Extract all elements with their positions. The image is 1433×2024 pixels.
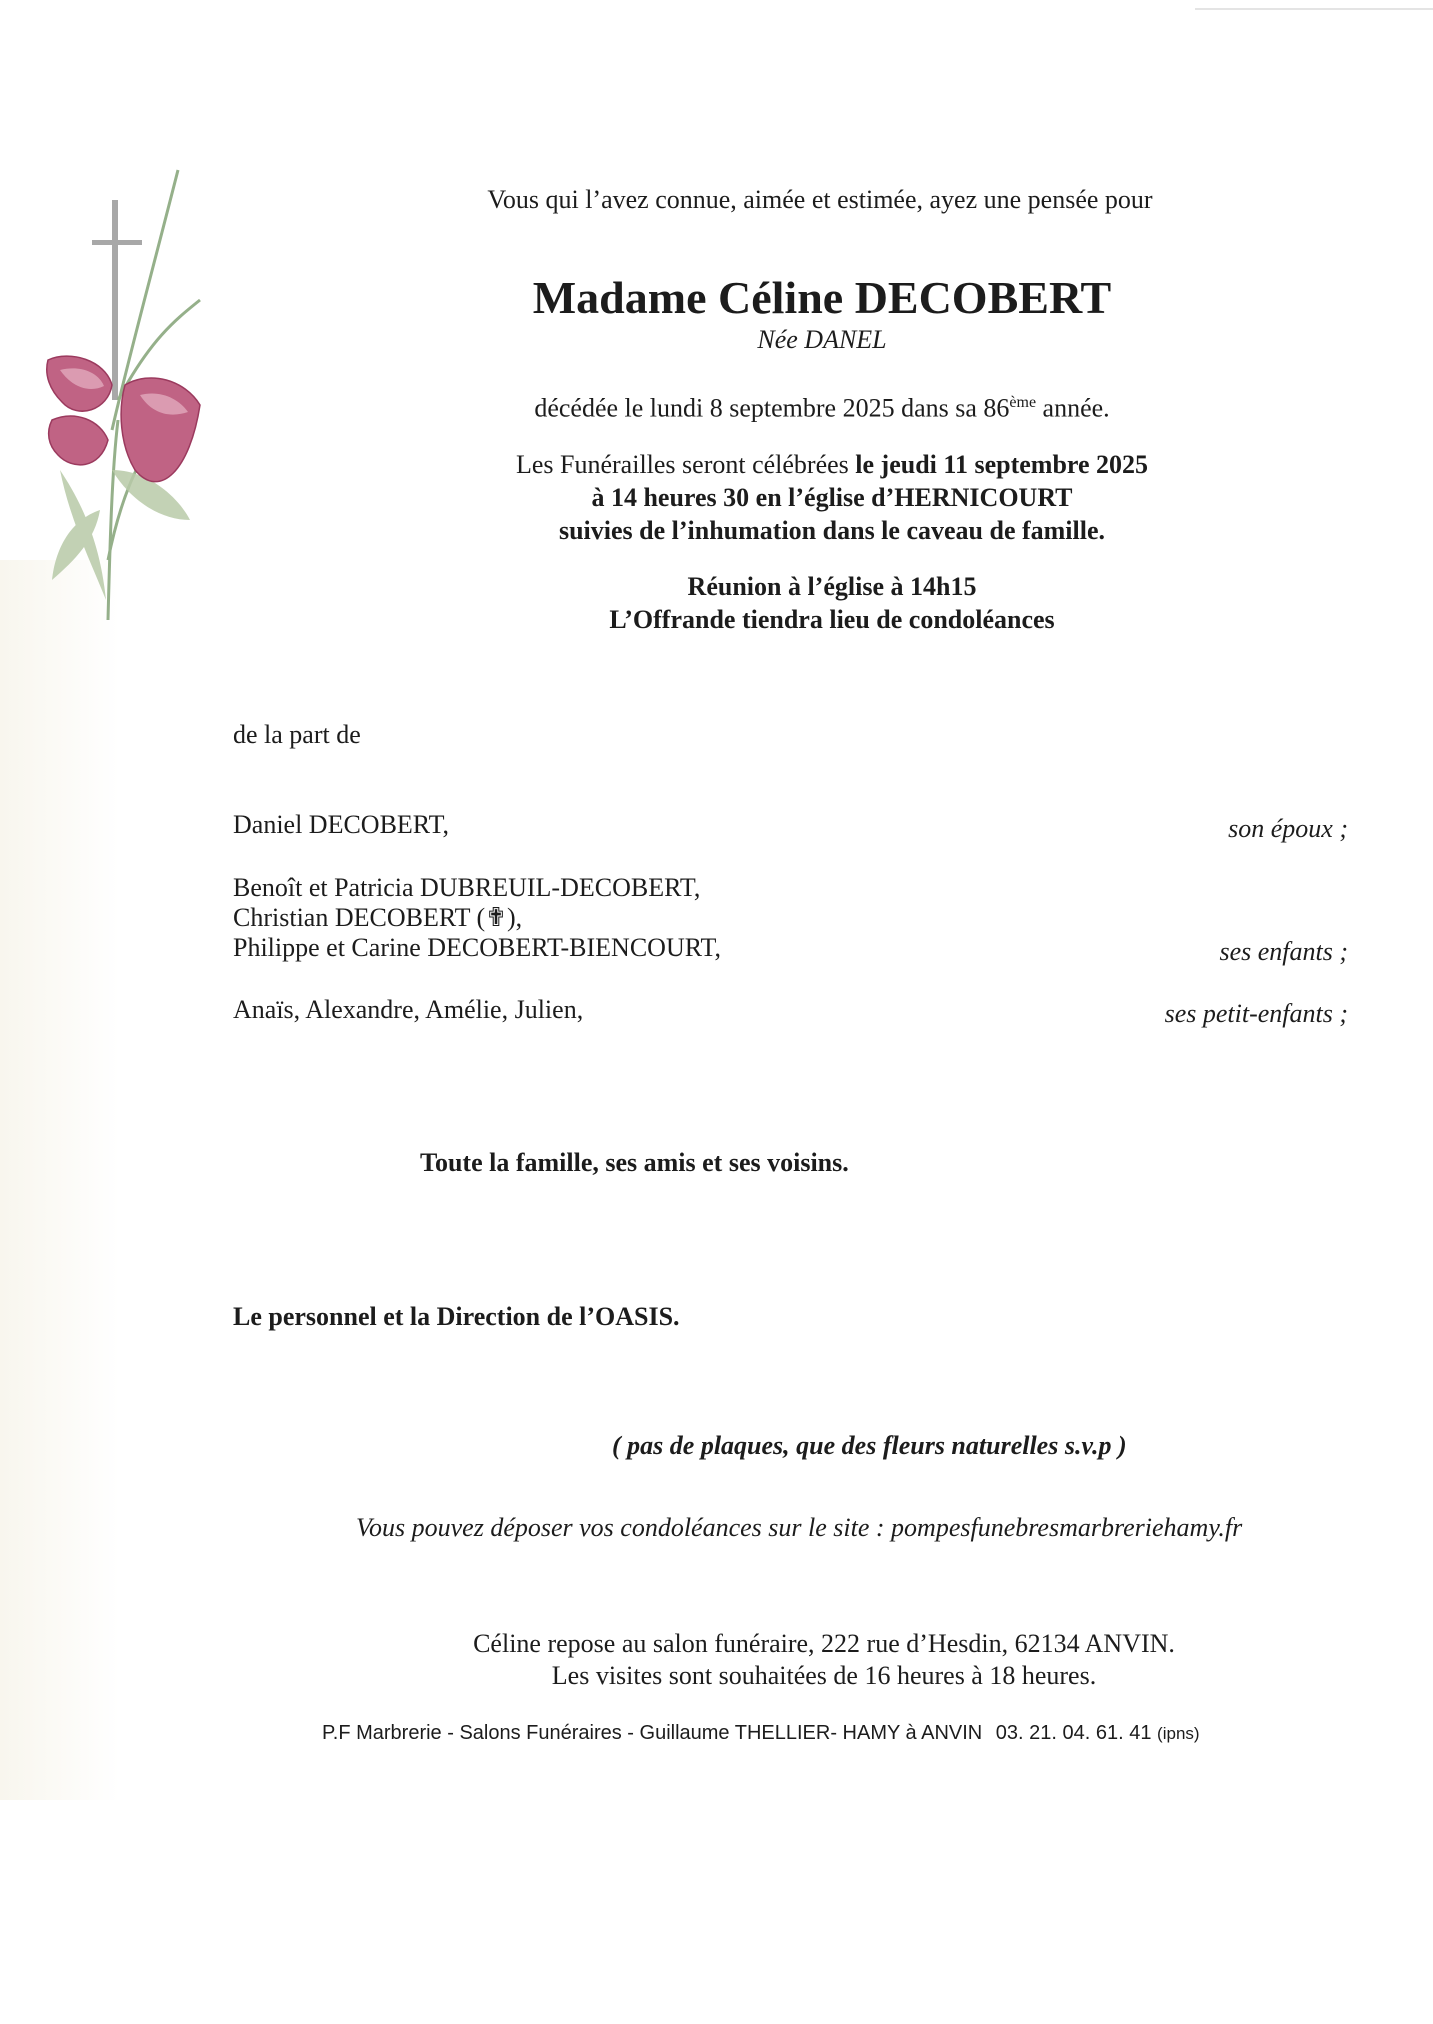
deceased-name: Madame Céline DECOBERT	[532, 272, 1112, 323]
footer-code: (ipns)	[1157, 1724, 1200, 1743]
grandchildren-names: Anaïs, Alexandre, Amélie, Julien,	[233, 995, 584, 1024]
maiden-name: Née DANEL	[757, 325, 887, 354]
grandchildren-relation: ses petit-enfants ;	[1164, 999, 1348, 1028]
funeral-line-1	[516, 448, 1148, 482]
footer	[322, 1719, 1200, 1748]
spouse-relation: son époux ;	[1228, 814, 1348, 843]
meeting-line-2: L’Offrande tiendra lieu de condoléances	[609, 605, 1055, 634]
funeral-line-2: à 14 heures 30 en l’église d’HERNICOURT	[591, 483, 1073, 512]
death-text: décédée le lundi 8 septembre 2025 dans sa 86	[534, 393, 1010, 423]
spouse-name: Daniel DECOBERT,	[233, 810, 450, 839]
child-1: Benoît et Patricia DUBREUIL-DECOBERT,	[233, 873, 701, 902]
intro-text: Vous qui l’avez connue, aimée et estimée, ayez une pensée pour	[487, 185, 1153, 214]
left-shading	[0, 560, 120, 1800]
meeting-line-1: Réunion à l’église à 14h15	[687, 572, 977, 601]
child-3: Philippe et Carine DECOBERT-BIENCOURT,	[233, 933, 721, 962]
staff-text: Le personnel et la Direction de l’OASIS.	[233, 1302, 680, 1331]
whole-family-text: Toute la famille, ses amis et ses voisins.	[420, 1148, 849, 1177]
leaves-icon	[52, 470, 190, 600]
rest-line-2: Les visites sont souhaitées de 16 heures à 18 heures.	[551, 1661, 1097, 1690]
rest-line-1: Céline repose au salon funéraire, 222 rue d’Hesdin, 62134 ANVIN.	[473, 1629, 1175, 1658]
footer-phone: 03. 21. 04. 61. 41	[995, 1722, 1152, 1744]
from-label: de la part de	[233, 720, 361, 749]
death-text-end: année.	[1036, 393, 1110, 423]
flowers-note: ( pas de plaques, que des fleurs naturelles s.v.p )	[612, 1431, 1127, 1460]
child-2: Christian DECOBERT (✟),	[233, 903, 523, 932]
footer-company: P.F Marbrerie - Salons Funéraires - Guillaume THELLIER- HAMY à ANVIN	[322, 1722, 983, 1744]
funeral-intro: Les Funérailles seront célébrées	[515, 450, 856, 479]
scan-edge-line	[1195, 8, 1433, 10]
funeral-date: le jeudi 11 septembre 2025	[855, 450, 1149, 479]
condolences-note: Vous pouvez déposer vos condoléances sur le site : pompesfunebresmarbreriehamy.fr	[356, 1513, 1243, 1542]
ordinal-suffix: ème	[1009, 394, 1037, 411]
cross-flowers-illustration	[0, 0, 240, 640]
funeral-line-3: suivies de l’inhumation dans le caveau de famille.	[558, 516, 1106, 545]
death-date-line	[534, 386, 1109, 426]
children-relation: ses enfants ;	[1219, 937, 1348, 966]
